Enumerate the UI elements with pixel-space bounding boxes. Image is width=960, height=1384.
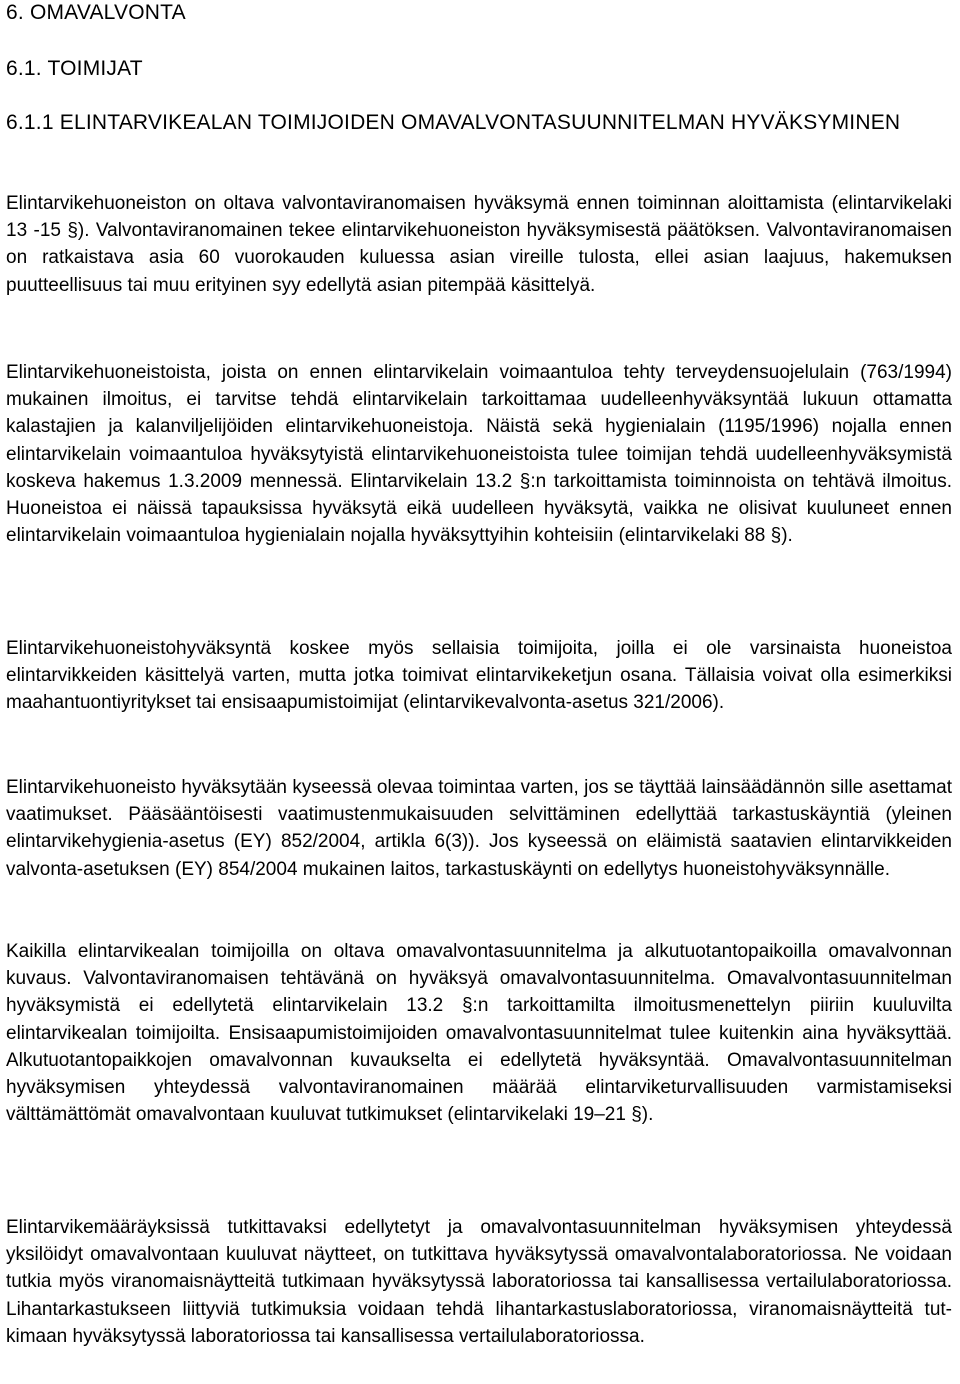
paragraph-approval: Elintarvikehuoneiston on oltava valvontaviranomaisen hyväksymä ennen toiminnan aloittamista (elintarvikelaki 13 -15 §). Valvontaviranomainen tekee elintarvikehuoneiston hyväksymisestä päätöksen. Valvontaviranomaisen on ratkaistava asia 60 vuorokauden kuluessa asian vireille tulosta, ellei asian laajuus, hakemuksen puutteellisuus tai muu erityinen syy edellytä asian pitempää käsittelyä. (6, 193, 952, 296)
subsubsection-heading: 6.1.1 ELINTARVIKEALAN TOIMIJOIDEN OMAVALVONTASUUNNITELMAN HYVÄKSYMINEN (6, 111, 901, 134)
paragraph-own-control-plan: Kaikilla elintarvikealan toimijoilla on oltava omavalvontasuunnitelma ja alkutuotantopaikoilla omavalvonnan kuvaus. Valvontaviranomaisen tehtävänä on hyväksyä omavalvontasuunnitelma. Omavalvontasuunnitelman hyväksymistä ei edellytetä elintarvikelain 13.2 §:n tarkoittamilta ilmoitusmenettelyn piiriin kuuluvilta elintarvikealan toimijoilta. Ensisaapumistoimijoiden omavalvontasuunnitelmat tulee kuitenkin aina hyväksyttää. Alkutuotantopaikkojen omavalvonnan kuvaukselta ei edellytetä hyväksyntää. Omavalvontasuunnitelman hyväksymisen yhteydessä valvontaviranomainen määrää elintarviketurvallisuuden varmistamiseksi välttämättömät omavalvontaan kuuluvat tutkimukset (elintarvikelaki 19–21 §). (6, 941, 952, 1126)
section-heading: 6. OMAVALVONTA (6, 1, 186, 24)
paragraph-inspection: Elintarvikehuoneisto hyväksytään kyseessä olevaa toimintaa varten, jos se täyttää lainsäädännön sille asettamat vaatimukset. Pääsääntöisesti vaatimustenmukaisuuden selvittäminen edellyttää tarkastuskäyntiä (yleinen elintarvikehygienia-asetus (EY) 852/2004, artikla 6(3)). Jos kyseessä on eläimistä saatavien elintarvikkeiden valvonta-asetuksen (EY) 854/2004 mukainen laitos, tarkastuskäynti on edellytys huoneistohyväksynnälle. (6, 777, 952, 880)
paragraph-laboratories: Elintarvikemääräyksissä tutkittavaksi edellytetyt ja omavalvontasuunnitelman hyväksymisen yhteydessä yksilöidyt omavalvontaan kuuluvat näytteet, on tutkittava hyväksytyssä omavalvontalaboratoriossa. Ne voidaan tutkia myös viranomaisnäytteitä tutkimaan hyväksytyssä laboratoriossa tai kansallisessa vertailulaboratoriossa. Lihantarkastukseen liittyviä tutkimuksia voidaan tehdä lihantarkastuslaboratoriossa, viranomaisnäytteitä tutkimaan hyväksytyssä laboratoriossa tai kansallisessa vertailulaboratoriossa. (6, 1217, 952, 1347)
paragraph-reapproval: Elintarvikehuoneistoista, joista on ennen elintarvikelain voimaantuloa tehty terveydensuojelulain (763/1994) mukainen ilmoitus, ei tarvitse tehdä elintarvikelain tarkoittamaa uudelleenhyväksyntää lukuun ottamatta kalastajien ja kalanviljelijöiden elintarvikehuoneistoja. Näistä sekä hygienialain (1195/1996) nojalla ennen elintarvikelain voimaantuloa hyväksytyistä elintarvikehuoneistoista tulee toimijan tehdä uudelleenhyväksymistä koskeva hakemus 1.3.2009 mennessä. Elintarvikelain 13.2 §:n tarkoittamista toiminnoista on tehtävä ilmoitus. Huoneistoa ei näissä tapauksissa hyväksytä eikä uudelleen hyväksytä, vaikka ne olisivat kuuluneet ennen elintarvikelain voimaantuloa hygienialain nojalla hyväksyttyihin kohteisiin (elintarvikelaki 88 §). (6, 362, 952, 547)
paragraph-importers: Elintarvikehuoneistohyväksyntä koskee myös sellaisia toimijoita, joilla ei ole varsinaista huoneistoa elintarvikkeiden käsittelyä varten, mutta jotka toimivat elintarvikeketjun osana. Tällaisia voivat olla esimerkiksi maahantuontiyritykset tai ensisaapumistoimijat (elintarvikevalvonta-asetus 321/2006). (6, 638, 952, 714)
subsection-heading: 6.1. TOIMIJAT (6, 57, 143, 80)
